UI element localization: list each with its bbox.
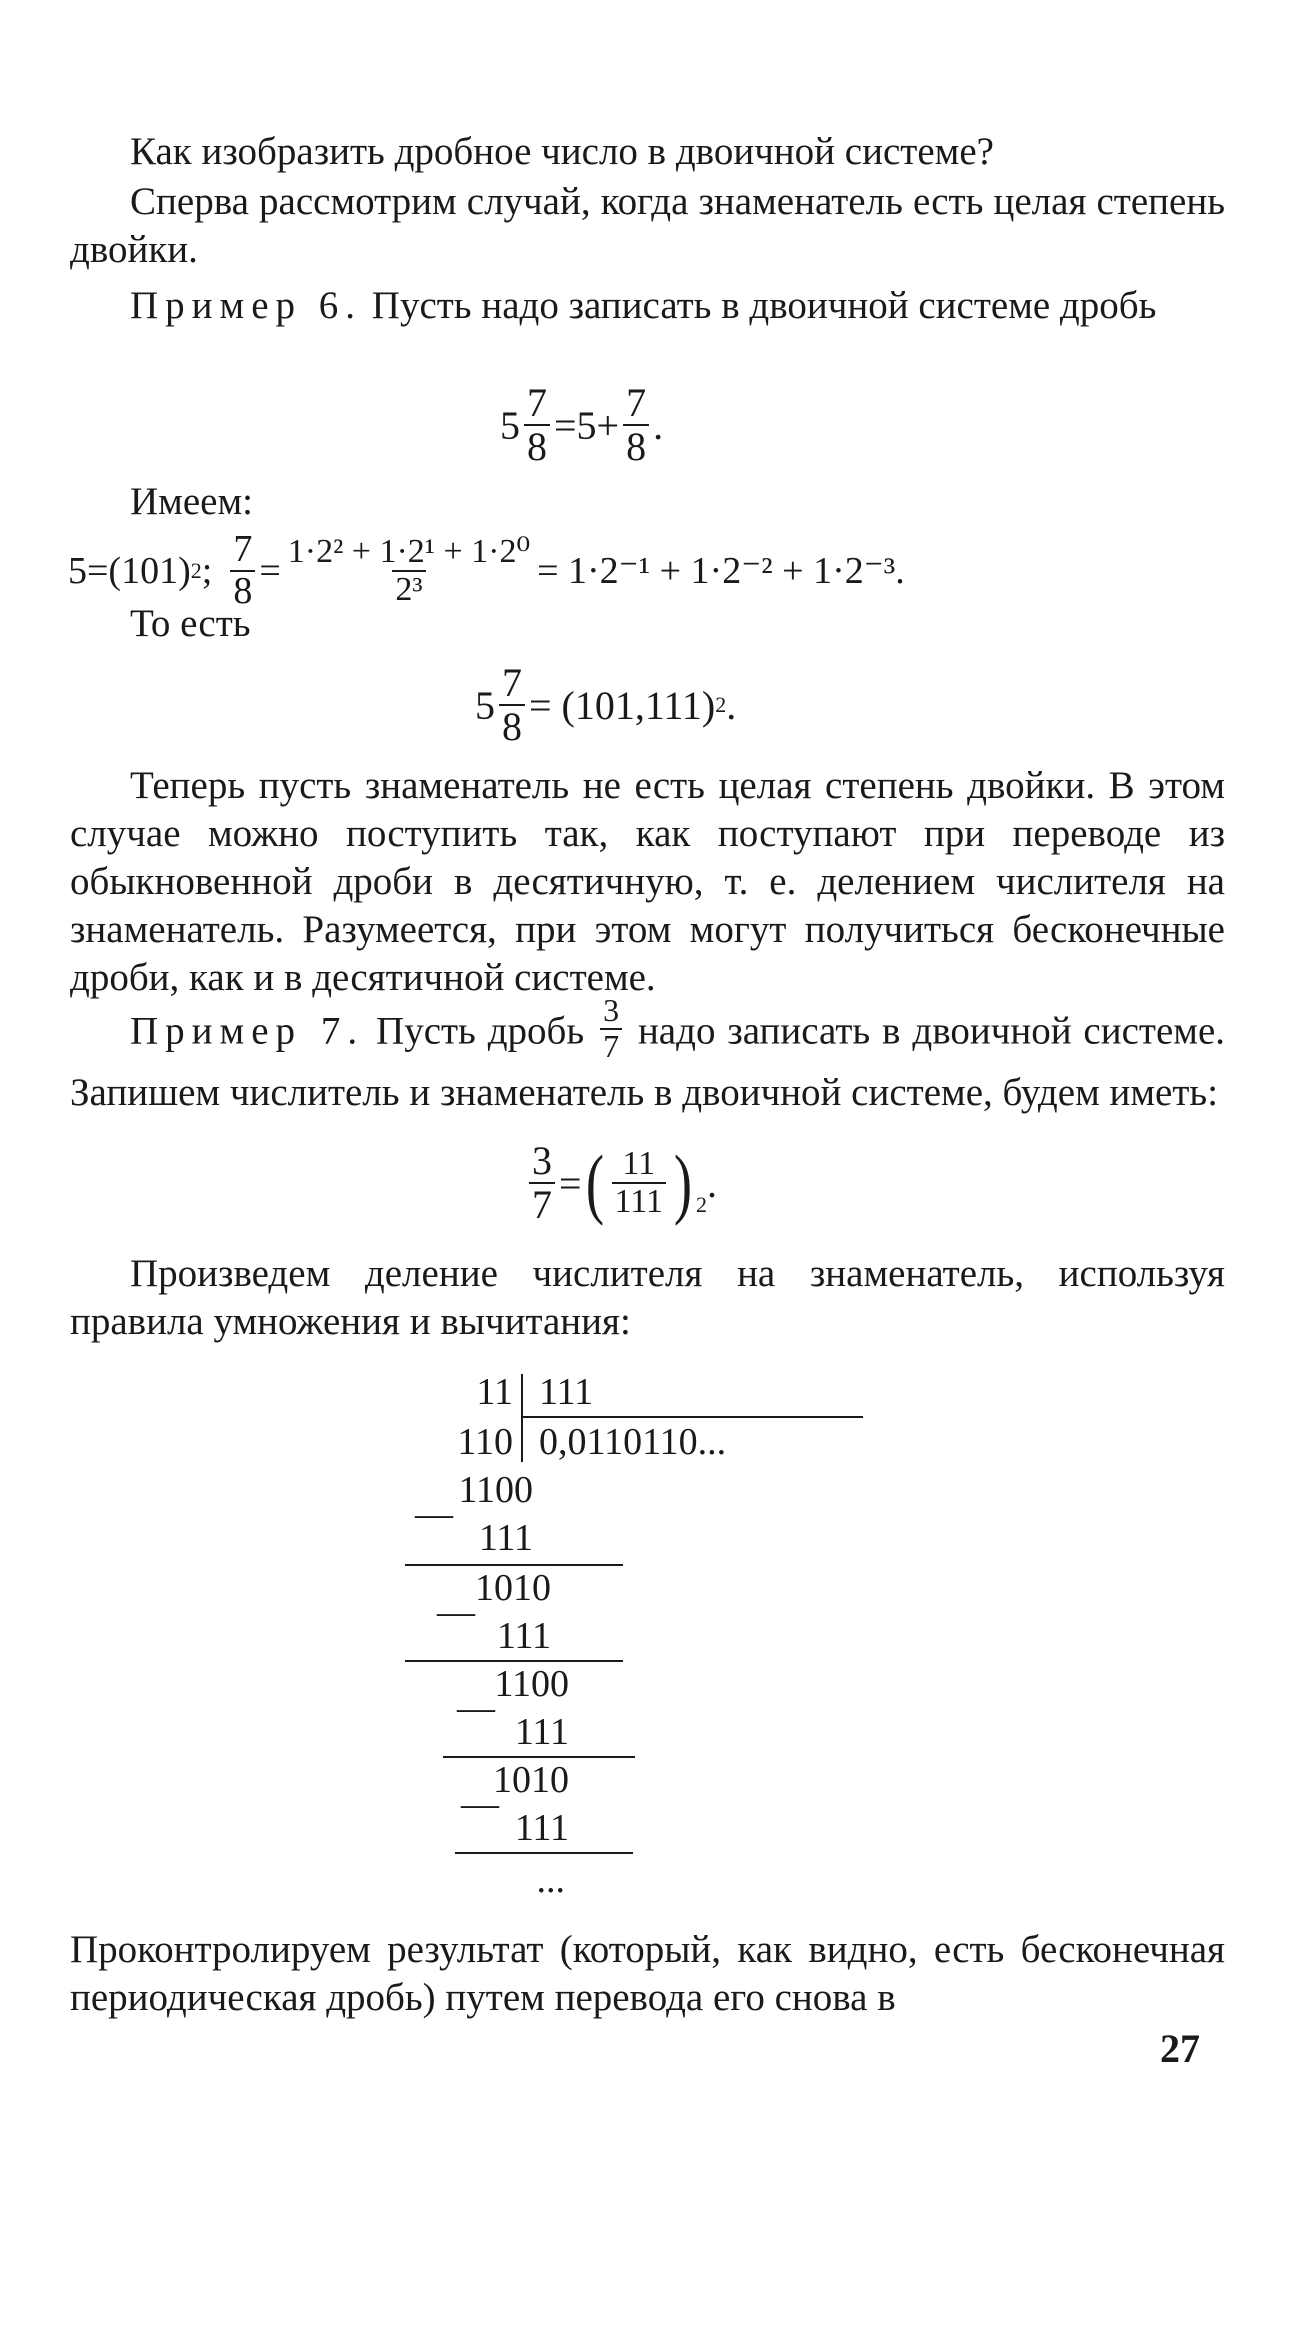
equation-4: $\frac{3}{7}$ = ( $\frac{11}{111}$ ) $_2$ .	[525, 1140, 717, 1226]
division-row-111a: 111	[478, 1517, 533, 1559]
left-paren: (	[585, 1139, 604, 1226]
eq2-num: 7	[233, 528, 253, 570]
eq3-end: .	[726, 682, 737, 728]
eq1-end: .	[653, 402, 664, 448]
division-row-110: 110	[457, 1421, 513, 1463]
eq3-den: 8	[499, 704, 525, 748]
example-6-label: Пример 6.	[130, 284, 363, 327]
eq4-inner-fraction	[612, 1146, 666, 1219]
eq2-semicolon: ;	[201, 549, 213, 592]
paragraph-3	[70, 1250, 1225, 1346]
eq4-eq: =	[559, 1160, 582, 1206]
eq1-num: 7	[527, 380, 547, 425]
eq2-den: 8	[230, 570, 255, 612]
eq4-inner-den: 111	[612, 1182, 666, 1220]
example-7-paragraph	[70, 992, 1226, 1117]
paragraph-3-text: Произведем деление числителя на знаменатель, используя правила умножения и вычитания:	[70, 1252, 1225, 1343]
paragraph-1-text: Сперва рассмотрим случай, когда знаменатель есть целая степень двойки.	[70, 180, 1225, 271]
minus-sign: —	[457, 1687, 495, 1729]
eq4-den: 7	[529, 1182, 555, 1226]
eq1-num2: 7	[626, 380, 647, 425]
example-7-num: 3	[603, 992, 620, 1028]
right-paren: )	[673, 1139, 693, 1226]
eq1-den2: 8	[623, 424, 649, 468]
eq4-inner-num: 11	[622, 1145, 656, 1183]
imeem-paragraph	[70, 478, 1225, 526]
example-6-paragraph	[70, 282, 1225, 330]
division-divisor-line	[523, 1416, 863, 1418]
example-7-den: 7	[600, 1028, 622, 1064]
example-7-pre: Пусть дробь	[376, 1009, 585, 1053]
paragraph-1	[70, 178, 1225, 274]
eq4-fraction	[529, 1140, 555, 1226]
paragraph-4	[70, 1926, 1225, 2022]
eq2-left: 5=(101)	[68, 549, 191, 592]
eq3-fraction	[499, 662, 525, 748]
division-divisor: 111	[539, 1371, 594, 1413]
eq2-big-fraction	[285, 534, 533, 607]
division-quotient: 0,0110110...	[539, 1421, 727, 1463]
page-number: 27	[1160, 2026, 1200, 2071]
example-7-fraction	[600, 994, 622, 1063]
equation-3: 5 $\frac{7}{8}$ = (101,111) 2 .	[475, 660, 737, 749]
division-row-1100: 1100	[458, 1469, 533, 1511]
to-est-paragraph	[70, 600, 1225, 648]
question-text: Как изобразить дробное число в двоичной системе?	[130, 130, 994, 173]
long-division	[395, 1370, 895, 1930]
eq3-num: 7	[502, 660, 522, 705]
eq2-eq: =	[259, 549, 281, 592]
eq1-mid: =5+	[554, 402, 620, 448]
division-row-1010b: 1010	[493, 1759, 569, 1801]
eq1-fraction-2	[623, 382, 649, 468]
example-6-text: Пусть надо записать в двоичной системе дробь	[371, 284, 1157, 327]
example-7-label: Пример 7.	[130, 1009, 365, 1053]
equation-1	[500, 382, 663, 468]
division-row-111c: 111	[514, 1711, 569, 1753]
eq2-right: = 1·2⁻¹ + 1·2⁻² + 1·2⁻³.	[537, 550, 905, 593]
minus-sign: —	[437, 1591, 475, 1633]
eq1-fraction	[524, 382, 550, 468]
question-paragraph	[70, 128, 1225, 176]
paragraph-2-text: Теперь пусть знаменатель не есть целая степень двойки. В этом случае можно поступить так, как поступают при переводе из обыкновенной дроби в десятичную, т. е. делением числителя на знаменатель. Разумеется, при этом могут получиться бесконечные дроби, как и в десятичной системе.	[70, 764, 1225, 999]
paragraph-4-text: Проконтролируем результат (который, как видно, есть бесконечная периодическая дробь) путем перевода его снова в	[70, 1928, 1225, 2019]
minus-sign: —	[415, 1493, 453, 1535]
imeem-text: Имеем:	[130, 480, 253, 523]
division-vertical-bar	[521, 1374, 523, 1462]
division-line-4	[455, 1852, 633, 1854]
example-7-post: надо записать в двоичной системе. Запишем числитель и знаменатель в двоичной системе, будем иметь:	[70, 1009, 1226, 1115]
paragraph-2	[70, 762, 1225, 1002]
eq4-end: .	[707, 1160, 718, 1206]
division-row-111d: 111	[514, 1807, 569, 1849]
division-row-1100b: 1100	[494, 1663, 569, 1705]
eq3-rest: = (101,111)	[529, 682, 716, 728]
eq4-num: 3	[532, 1138, 552, 1183]
division-dividend: 11	[476, 1371, 513, 1413]
eq2-big-num: 1·2² + 1·2¹ + 1·2⁰	[287, 533, 531, 571]
minus-sign: —	[461, 1783, 499, 1825]
equation-2: 5=(101) 2 ; $\frac{7}{8}$ = $\frac{\text{1·2² + 1·2¹ + 1·2⁰}}{\text{2³}}$ = 1·2⁻¹ + 1·2⁻² + 1·2⁻³.	[68, 528, 905, 612]
eq3-whole: 5	[475, 682, 495, 728]
eq2-big-den: 2³	[392, 570, 425, 608]
eq1-whole: 5	[500, 402, 520, 448]
division-row-1010: 1010	[475, 1567, 551, 1609]
to-est-text: То есть	[130, 602, 251, 645]
division-dots: ...	[536, 1859, 565, 1901]
division-row-111b: 111	[496, 1615, 551, 1657]
eq1-den: 8	[524, 424, 550, 468]
